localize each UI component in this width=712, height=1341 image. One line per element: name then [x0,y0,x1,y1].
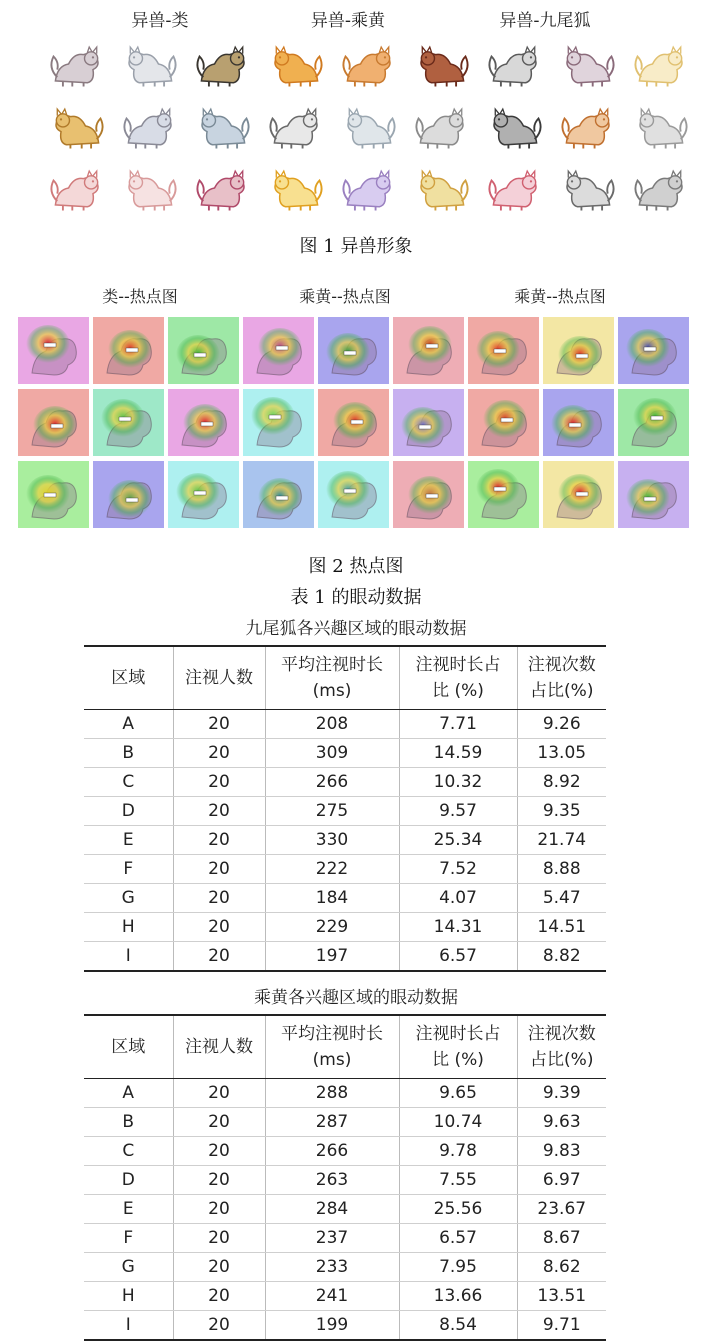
heatmap-tile [243,389,314,456]
table-row [84,710,606,739]
table-cell: 25.34 [399,826,517,855]
table-cell: 266 [265,768,399,797]
creature-illustration [46,38,108,90]
table-cell: G [84,1253,173,1282]
table-cell: 25.56 [399,1195,517,1224]
table-cell: G [84,884,173,913]
table-cell: 263 [265,1166,399,1195]
table-cell: 8.54 [399,1311,517,1341]
table-row [84,1079,606,1108]
table-cell: 9.83 [517,1137,606,1166]
creature-illustration [192,100,254,152]
creature-illustration [119,100,181,152]
table-cell: 275 [265,797,399,826]
table-cell: C [84,768,173,797]
table-row [84,1166,606,1195]
table-cell: F [84,855,173,884]
table-cell: 9.35 [517,797,606,826]
table-cell: 287 [265,1108,399,1137]
table-cell: 208 [265,710,399,739]
table-cell: 13.66 [399,1282,517,1311]
table-cell: 9.63 [517,1108,606,1137]
table-cell: 20 [173,710,265,739]
table-cell: 14.59 [399,739,517,768]
table-cell: D [84,797,173,826]
table-cell: 14.31 [399,913,517,942]
table-header-row [84,1015,606,1079]
table-cell: 14.51 [517,913,606,942]
table-cell: 20 [173,1079,265,1108]
col-header-count-ratio: 注视次数 占比(%) [517,1015,606,1079]
table-cell: 20 [173,913,265,942]
table-cell: B [84,739,173,768]
creature-illustration [119,162,181,214]
table-cell: A [84,1079,173,1108]
heatmap-tile [318,461,389,528]
figure1-caption: 图 1 异兽形象 [299,236,413,257]
figure1-images [46,38,696,214]
creature-illustration [484,162,546,214]
table-cell: 7.95 [399,1253,517,1282]
col-header-viewers: 注视人数 [173,1015,265,1079]
creature-illustration [411,100,473,152]
table1-jiuweihu [84,645,606,972]
table-cell: 20 [173,768,265,797]
table-cell: H [84,1282,173,1311]
col-header-count-ratio: 注视次数 占比(%) [517,646,606,710]
table-row [84,1282,606,1311]
creature-illustration [265,162,327,214]
table-cell: I [84,942,173,972]
heatmap-tile [468,389,539,456]
figure2-group-title-chenghuang: 乘黄--热点图 [299,287,391,306]
table-cell: E [84,826,173,855]
table-header-row [84,646,606,710]
heatmap-tile [243,317,314,384]
figure2-group-title-lei: 类--热点图 [102,287,178,306]
table-row [84,797,606,826]
heatmap-tile [93,461,164,528]
heatmap-tile [543,317,614,384]
heatmap-tile [168,317,239,384]
table-cell: 10.32 [399,768,517,797]
table-cell: 222 [265,855,399,884]
heatmap-tile [393,461,464,528]
table-cell: 20 [173,1253,265,1282]
heatmap-tile [93,317,164,384]
table-cell: 199 [265,1311,399,1341]
creature-illustration [338,162,400,214]
table-row [84,739,606,768]
table-cell: 20 [173,884,265,913]
table-cell: 6.57 [399,1224,517,1253]
table2-chenghuang [84,1014,606,1341]
creature-illustration [192,38,254,90]
table-cell: 13.05 [517,739,606,768]
table-cell: 284 [265,1195,399,1224]
creature-illustration [484,38,546,90]
table-cell: 20 [173,1224,265,1253]
heatmap-tile [93,389,164,456]
table-cell: 4.07 [399,884,517,913]
table2-title: 乘黄各兴趣区域的眼动数据 [254,988,458,1008]
table-cell: I [84,1311,173,1341]
table-cell: 8.62 [517,1253,606,1282]
heatmap-tile [18,317,89,384]
table-cell: 10.74 [399,1108,517,1137]
heatmap-tile [468,461,539,528]
col-header-avg-duration: 平均注视时长 (ms) [265,646,399,710]
table-cell: E [84,1195,173,1224]
heatmap-tile [468,317,539,384]
table-cell: 21.74 [517,826,606,855]
table-cell: 233 [265,1253,399,1282]
table-cell: 9.57 [399,797,517,826]
creature-illustration [557,162,619,214]
figure1-group-title-lei: 异兽-类 [131,11,189,31]
creature-illustration [46,100,108,152]
col-header-avg-duration: 平均注视时长 (ms) [265,1015,399,1079]
table-cell: 8.67 [517,1224,606,1253]
heatmap-tile [18,389,89,456]
table-cell: 9.78 [399,1137,517,1166]
table-cell: 6.57 [399,942,517,972]
table-cell: 20 [173,797,265,826]
table-cell: 197 [265,942,399,972]
table-cell: 9.65 [399,1079,517,1108]
table-cell: 5.47 [517,884,606,913]
table-cell: 309 [265,739,399,768]
table-cell: 7.55 [399,1166,517,1195]
heatmap-tile [168,461,239,528]
table-row [84,826,606,855]
table-cell: 7.52 [399,855,517,884]
creature-illustration [265,100,327,152]
table-row [84,1195,606,1224]
table-caption: 表 1 的眼动数据 [290,587,422,608]
table-row [84,1224,606,1253]
table-cell: 20 [173,1195,265,1224]
table-cell: 8.92 [517,768,606,797]
table-cell: 266 [265,1137,399,1166]
creature-illustration [630,162,692,214]
heatmap-tile [168,389,239,456]
table-cell: 184 [265,884,399,913]
heatmap-tile [318,317,389,384]
table-cell: 20 [173,1311,265,1341]
creature-illustration [630,38,692,90]
table-cell: 20 [173,1166,265,1195]
table-cell: C [84,1137,173,1166]
table-cell: 8.82 [517,942,606,972]
figure2-caption: 图 2 热点图 [308,556,404,577]
table-cell: H [84,913,173,942]
table-cell: 6.97 [517,1166,606,1195]
table-row [84,1253,606,1282]
creature-illustration [46,162,108,214]
table-row [84,855,606,884]
heatmap-tile [393,317,464,384]
table-row [84,942,606,972]
creature-illustration [557,38,619,90]
table-cell: 20 [173,1108,265,1137]
creature-illustration [557,100,619,152]
table-row [84,1311,606,1341]
table-cell: 8.88 [517,855,606,884]
table-cell: B [84,1108,173,1137]
heatmap-tile [543,389,614,456]
table-cell: 20 [173,855,265,884]
creature-illustration [119,38,181,90]
table-cell: 13.51 [517,1282,606,1311]
figure1-group-title-jiuweihu: 异兽-九尾狐 [499,11,591,31]
table-cell: 288 [265,1079,399,1108]
creature-illustration [484,100,546,152]
table-row [84,913,606,942]
figure2-heatmaps [18,317,689,528]
heatmap-tile [243,461,314,528]
table-cell: 241 [265,1282,399,1311]
heatmap-tile [618,317,689,384]
table-cell: D [84,1166,173,1195]
table-cell: 20 [173,826,265,855]
table-cell: 229 [265,913,399,942]
creature-illustration [411,162,473,214]
heatmap-tile [318,389,389,456]
table-cell: 20 [173,739,265,768]
creature-illustration [338,100,400,152]
table-row [84,1108,606,1137]
creature-illustration [630,100,692,152]
creature-illustration [265,38,327,90]
table-row [84,768,606,797]
table-cell: 9.71 [517,1311,606,1341]
table-cell: A [84,710,173,739]
table-cell: 7.71 [399,710,517,739]
table-cell: 20 [173,1137,265,1166]
col-header-duration-ratio: 注视时长占 比 (%) [399,1015,517,1079]
heatmap-tile [393,389,464,456]
table-row [84,884,606,913]
heatmap-tile [618,461,689,528]
heatmap-tile [18,461,89,528]
table-cell: 20 [173,942,265,972]
table-cell: 23.67 [517,1195,606,1224]
table-cell: 330 [265,826,399,855]
creature-illustration [411,38,473,90]
col-header-viewers: 注视人数 [173,646,265,710]
col-header-region: 区域 [84,1015,173,1079]
table1-title: 九尾狐各兴趣区域的眼动数据 [245,619,467,639]
table-row [84,1137,606,1166]
col-header-region: 区域 [84,646,173,710]
table-cell: 9.39 [517,1079,606,1108]
creature-illustration [192,162,254,214]
table-cell: F [84,1224,173,1253]
figure1-group-title-chenghuang: 异兽-乘黄 [310,11,386,31]
figure2-group-title-chenghuang-2: 乘黄--热点图 [514,287,606,306]
heatmap-tile [618,389,689,456]
table-cell: 237 [265,1224,399,1253]
col-header-duration-ratio: 注视时长占 比 (%) [399,646,517,710]
table-cell: 9.26 [517,710,606,739]
table-cell: 20 [173,1282,265,1311]
heatmap-tile [543,461,614,528]
creature-illustration [338,38,400,90]
